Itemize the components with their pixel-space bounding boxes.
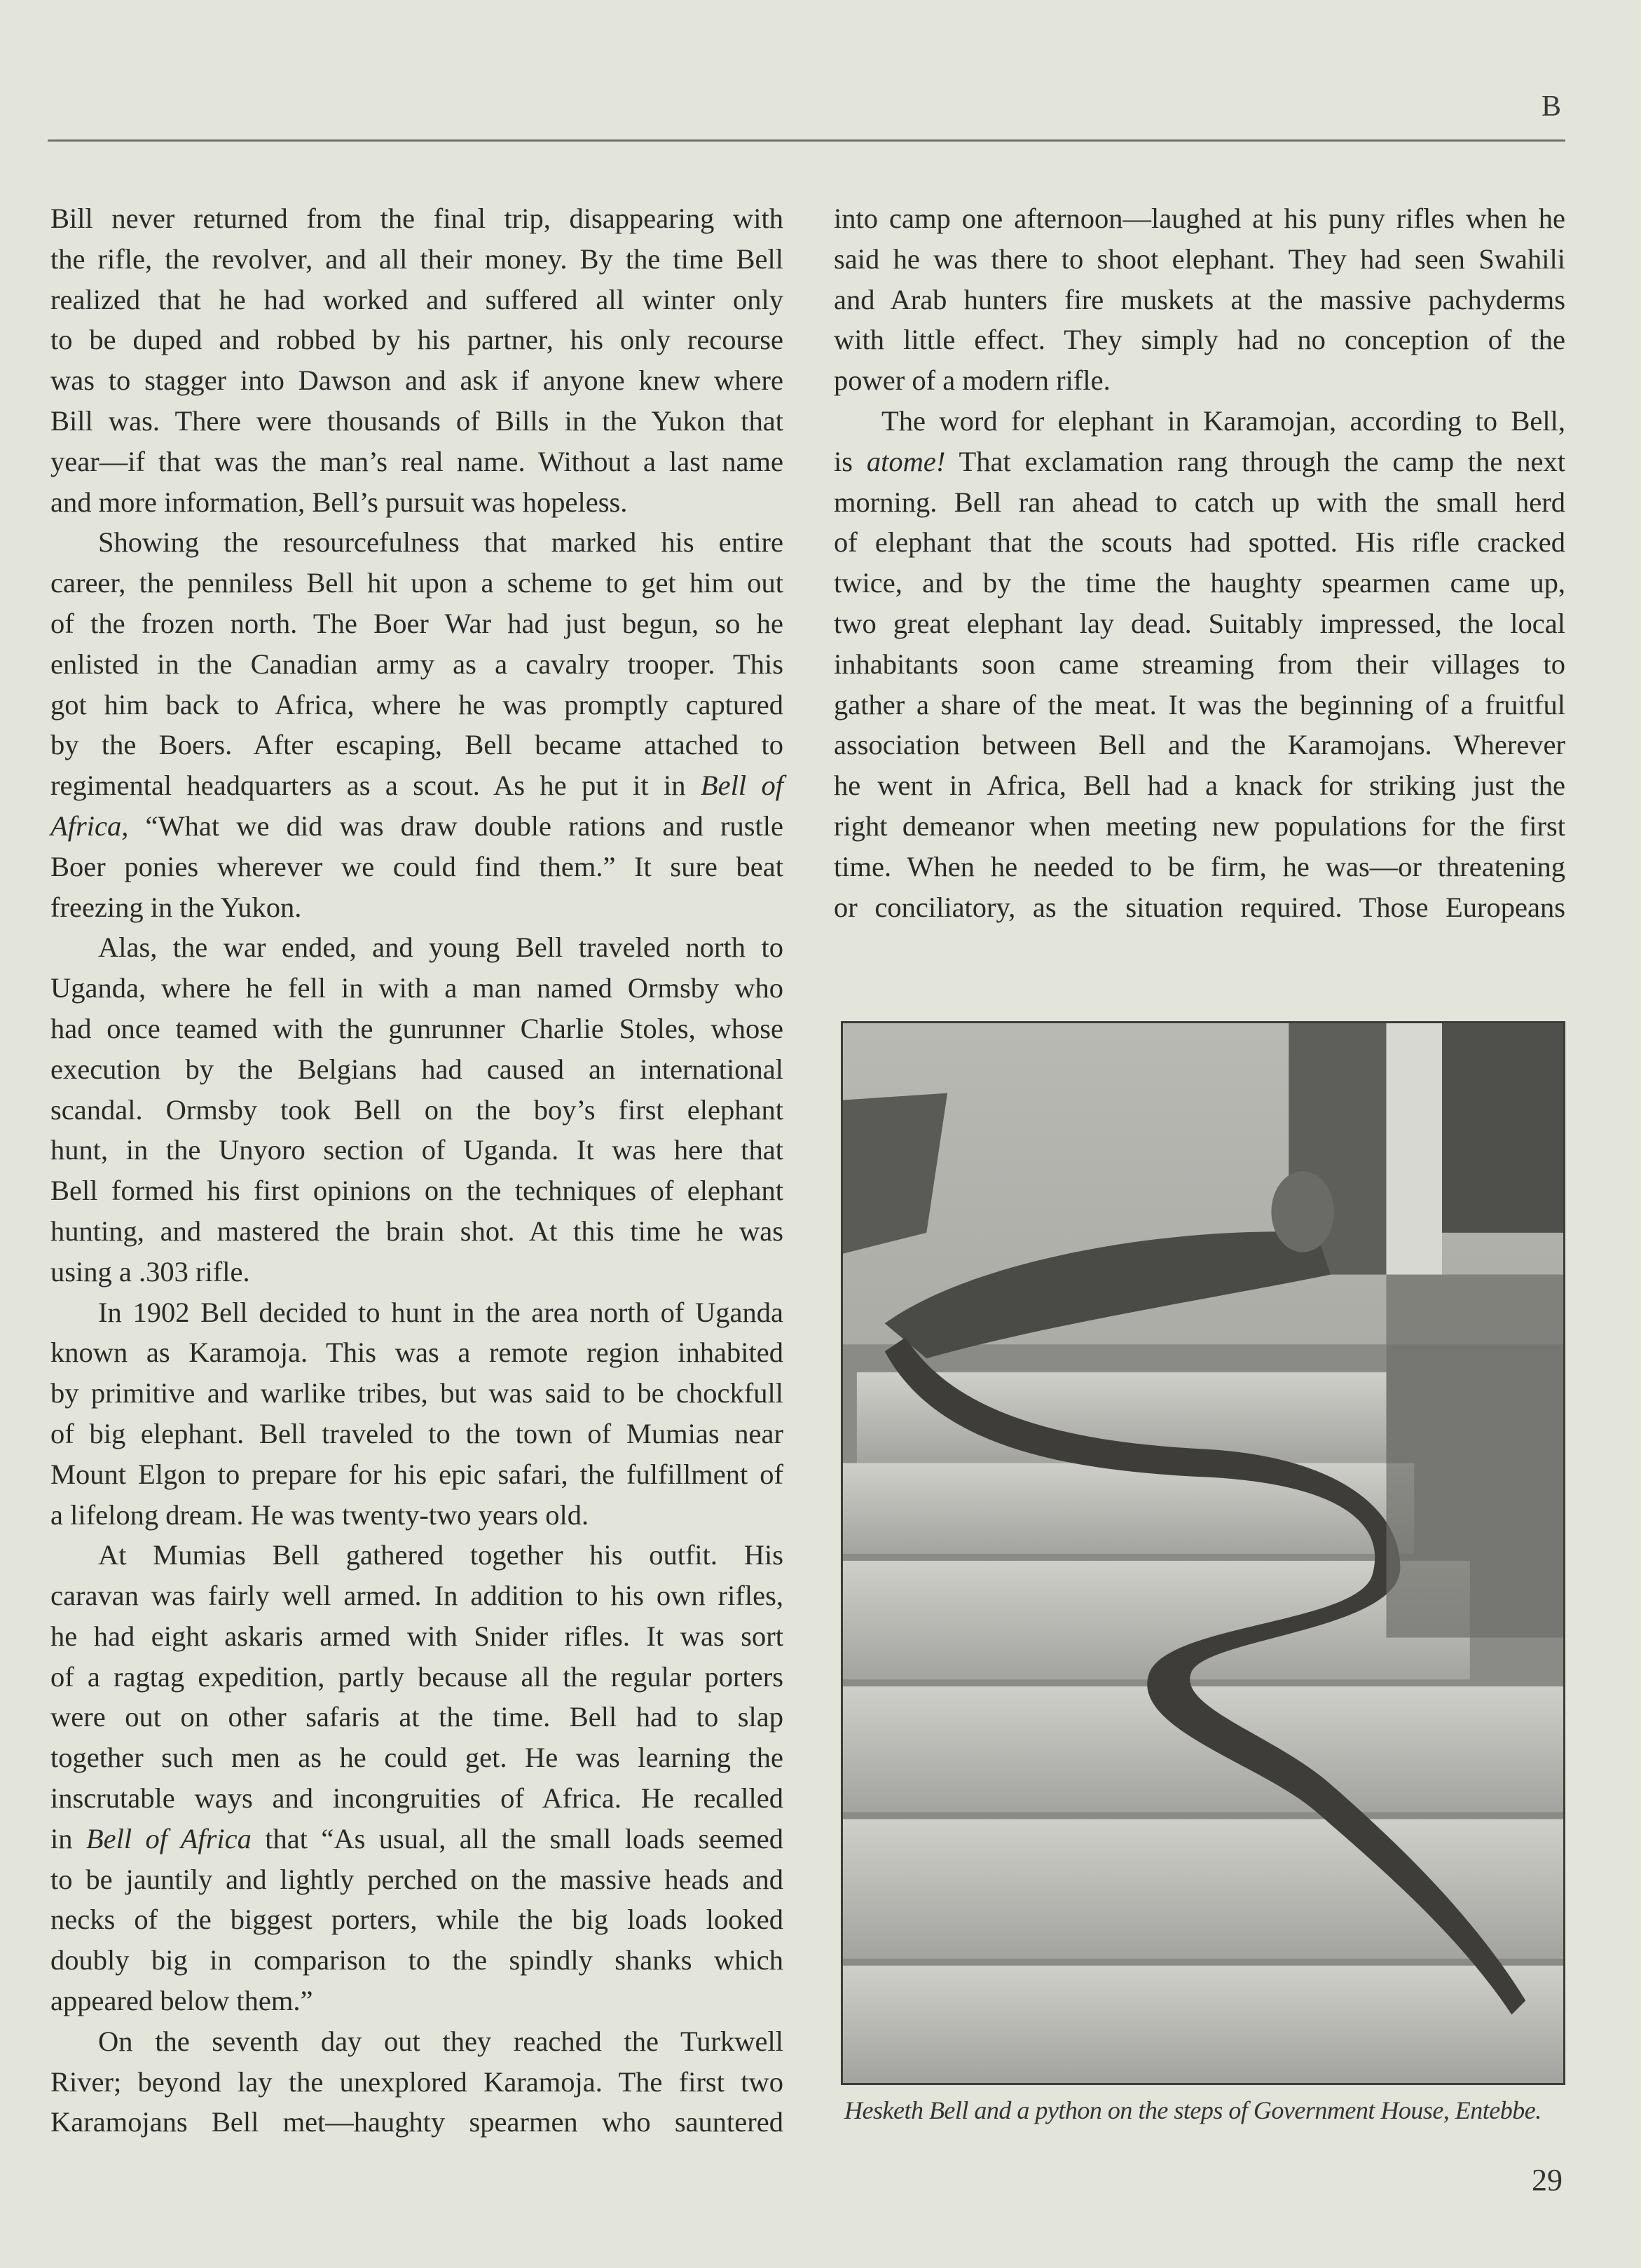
text-line: Karamojans Bell met—haughty spearmen who sauntered (50, 2106, 783, 2138)
text-line: The word for elephant in Karamojan, according to Bell, (881, 404, 1565, 437)
text-segment: That exclamation rang through the camp the next (945, 445, 1565, 477)
text-line: the rifle, the revolver, and all their money. By the time Bell (50, 242, 783, 275)
text-line (50, 806, 783, 847)
text-line: a lifelong dream. He was twenty-two years old. (50, 1498, 589, 1531)
text-line: On the seventh day out they reached the Turkwell (98, 2025, 783, 2057)
text-line: Mount Elgon to prepare for his epic safari, the fulfillment of (50, 1458, 783, 1490)
italic-title: Africa, (50, 809, 129, 842)
text-line: execution by the Belgians had caused an international (50, 1053, 783, 1085)
text-line (834, 442, 1565, 482)
text-line: Bill never returned from the final trip, disappearing with (50, 203, 783, 234)
text-line: At Mumias Bell gathered together his outfit. His (98, 1539, 783, 1571)
text-segment: in (50, 1822, 86, 1854)
text-line: he had eight askaris armed with Snider rifles. It was sort (50, 1620, 783, 1652)
text-line: had once teamed with the gunrunner Charlie Stoles, whose (50, 1012, 783, 1044)
text-line: association between Bell and the Karamojans. Wherever (834, 729, 1565, 761)
text-segment: that “As usual, all the small loads seemed (251, 1822, 783, 1854)
page-number: 29 (1532, 2163, 1563, 2197)
text-line: and more information, Bell’s pursuit was hopeless. (50, 486, 628, 518)
text-segment: is (834, 445, 867, 477)
text-segment: regimental headquarters as a scout. As he put it in (50, 770, 701, 802)
text-line: and Arab hunters fire muskets at the massive pachyderms (834, 283, 1565, 315)
text-line: of big elephant. Bell traveled to the town of Mumias near (50, 1417, 783, 1449)
text-line: by primitive and warlike tribes, but was said to be chockfull (50, 1377, 783, 1409)
running-head: B (1542, 90, 1562, 123)
text-line: of elephant that the scouts had spotted. His rifle cracked (834, 526, 1565, 559)
text-line: inscrutable ways and incongruities of Africa. He recalled (50, 1782, 783, 1815)
text-line: Showing the resourcefulness that marked his entire (98, 526, 783, 559)
text-line: necks of the biggest porters, while the big loads looked (50, 1904, 783, 1936)
text-line: was to stagger into Dawson and ask if anyone knew where (50, 364, 783, 397)
text-line: year—if that was the man’s real name. Without a last name (50, 445, 783, 477)
text-line: known as Karamoja. This was a remote region inhabited (50, 1337, 783, 1369)
text-line: by the Boers. After escaping, Bell became attached to (50, 729, 783, 761)
text-line: gather a share of the meat. It was the beginning of a fruitful (834, 688, 1565, 720)
text-line: enlisted in the Canadian army as a cavalry trooper. This (50, 648, 783, 680)
text-segment: “What we did was draw double rations and rustle (128, 809, 783, 842)
text-line: doubly big in comparison to the spindly shanks which (50, 1944, 783, 1976)
text-line: inhabitants soon came streaming from their villages to (834, 648, 1565, 680)
text-line: Bell formed his first opinions on the techniques of elephant (50, 1175, 783, 1207)
text-line: of a ragtag expedition, partly because all the regular porters (50, 1660, 783, 1693)
text-line: to be duped and robbed by his partner, his only recourse (50, 324, 783, 356)
text-line: freezing in the Yukon. (50, 891, 302, 923)
italic-title: Bell of Africa (85, 1822, 252, 1854)
italic-title: atome! (866, 445, 946, 477)
text-line (50, 765, 783, 806)
text-line: two great elephant lay dead. Suitably impressed, the local (834, 607, 1565, 639)
text-line: In 1902 Bell decided to hunt in the area north of Uganda (98, 1296, 783, 1328)
text-line: time. When he needed to be firm, he was—or threatening (834, 850, 1565, 882)
text-line: Uganda, where he fell in with a man named Ormsby who (50, 972, 783, 1004)
text-line: hunt, in the Unyoro section of Uganda. It was here that (50, 1134, 783, 1166)
text-line: with little effect. They simply had no conception of the (834, 324, 1565, 356)
text-line: realized that he had worked and suffered all winter only (50, 283, 783, 315)
text-line: caravan was fairly well armed. In addition to his own rifles, (50, 1580, 783, 1612)
text-line: right demeanor when meeting new populations for the first (834, 809, 1565, 842)
text-line: Boer ponies wherever we could find them.” It sure beat (50, 850, 783, 882)
text-line: River; beyond lay the unexplored Karamoja. The first two (50, 2065, 783, 2098)
text-line: using a .303 rifle. (50, 1255, 250, 1287)
text-column-left (50, 198, 783, 2143)
text-line: into camp one afternoon—laughed at his puny rifles when he (834, 203, 1565, 234)
text-line: morning. Bell ran ahead to catch up with the small herd (834, 486, 1565, 518)
text-line: hunting, and mastered the brain shot. At this time he was (50, 1215, 783, 1247)
text-line: scandal. Ormsby took Bell on the boy’s first elephant (50, 1093, 783, 1126)
text-column-right (834, 198, 1565, 927)
text-line: got him back to Africa, where he was promptly captured (50, 688, 783, 720)
photo-illustration (843, 1023, 1563, 2083)
photograph-python-on-steps (841, 1021, 1565, 2085)
text-line: twice, and by the time the haughty spearmen came up, (834, 567, 1565, 599)
text-line: said he was there to shoot elephant. They had seen Swahili (834, 242, 1565, 275)
text-line: he went in Africa, Bell had a knack for striking just the (834, 770, 1565, 802)
text-line (50, 1819, 783, 1859)
text-line: were out on other safaris at the time. Bell had to slap (50, 1701, 783, 1733)
text-line: of the frozen north. The Boer War had just begun, so he (50, 607, 783, 639)
text-line: career, the penniless Bell hit upon a scheme to get him out (50, 567, 783, 599)
text-line: or conciliatory, as the situation required. Those Europeans (834, 891, 1565, 923)
italic-title: Bell of (700, 770, 783, 802)
figure-caption: Hesketh Bell and a python on the steps of Government House, Entebbe. (844, 2096, 1542, 2124)
header-rule (48, 139, 1565, 142)
text-line: Bill was. There were thousands of Bills in the Yukon that (50, 404, 783, 437)
text-line: power of a modern rifle. (834, 364, 1111, 397)
text-line: to be jauntily and lightly perched on the massive heads and (50, 1863, 783, 1895)
text-line: together such men as he could get. He was learning the (50, 1742, 783, 1774)
text-line: Alas, the war ended, and young Bell traveled north to (98, 931, 783, 964)
text-line: appeared below them.” (50, 1985, 313, 2017)
